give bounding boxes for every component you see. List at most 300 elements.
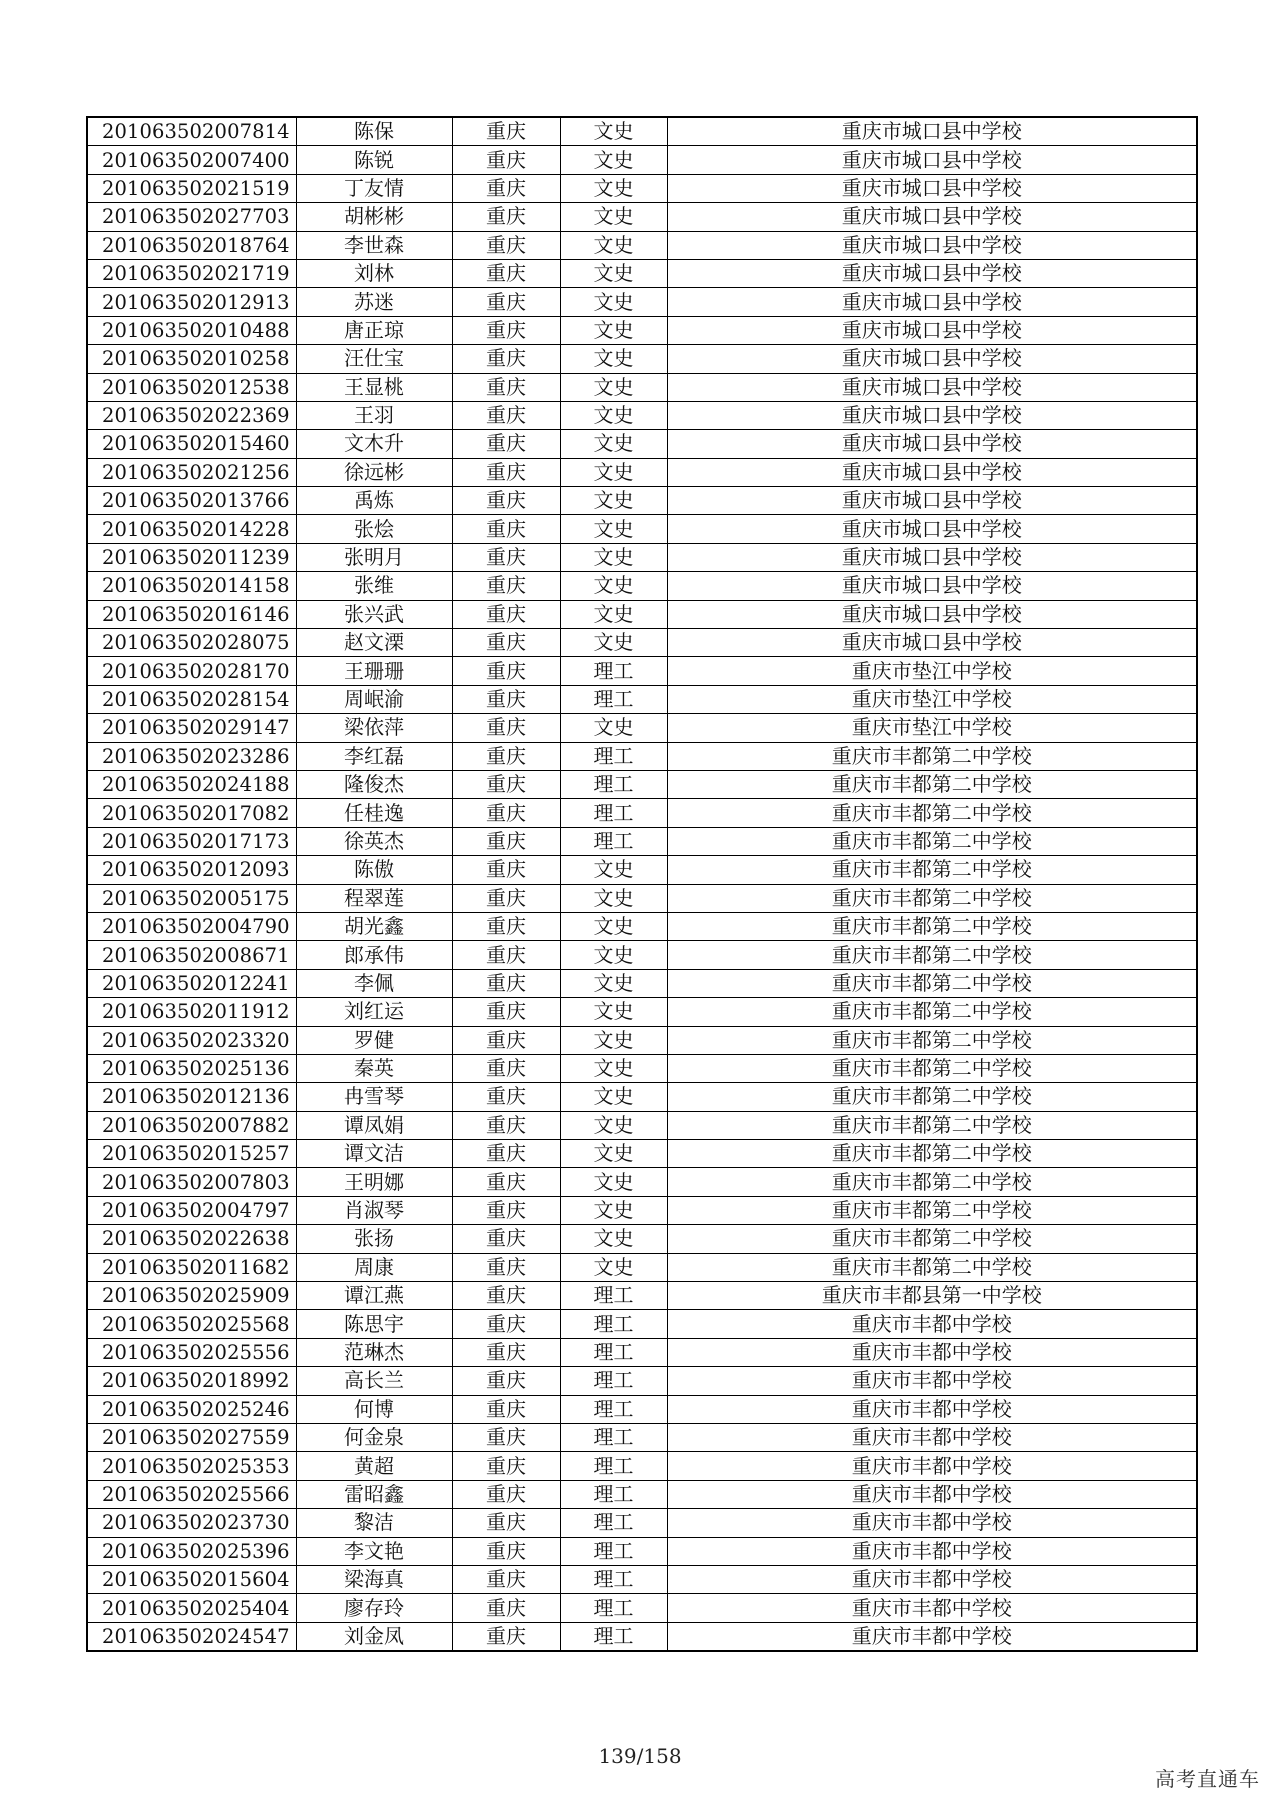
student-id-cell: 201063502015257 [87, 1140, 296, 1168]
student-name-cell: 徐远彬 [296, 458, 452, 486]
category-cell: 文史 [560, 288, 667, 316]
table-row [87, 174, 1197, 202]
table-row [87, 969, 1197, 997]
category-cell: 理工 [560, 1480, 667, 1508]
student-name-cell: 张维 [296, 572, 452, 600]
table-row [87, 1594, 1197, 1622]
school-cell: 重庆市丰都第二中学校 [667, 969, 1197, 997]
region-cell: 重庆 [452, 1225, 560, 1253]
category-cell: 理工 [560, 685, 667, 713]
region-cell: 重庆 [452, 799, 560, 827]
category-cell: 文史 [560, 146, 667, 174]
table-row [87, 742, 1197, 770]
student-id-cell: 201063502004790 [87, 912, 296, 940]
region-cell: 重庆 [452, 714, 560, 742]
school-cell: 重庆市城口县中学校 [667, 543, 1197, 571]
student-name-cell: 陈思宇 [296, 1310, 452, 1338]
category-cell: 文史 [560, 316, 667, 344]
student-id-cell: 201063502021719 [87, 259, 296, 287]
student-name-cell: 梁海真 [296, 1565, 452, 1593]
school-cell: 重庆市丰都中学校 [667, 1509, 1197, 1537]
student-name-cell: 王显桃 [296, 373, 452, 401]
school-cell: 重庆市丰都第二中学校 [667, 1111, 1197, 1139]
table-row [87, 856, 1197, 884]
school-cell: 重庆市丰都第二中学校 [667, 1140, 1197, 1168]
school-cell: 重庆市城口县中学校 [667, 174, 1197, 202]
student-id-cell: 201063502029147 [87, 714, 296, 742]
table-row [87, 1367, 1197, 1395]
table-row [87, 203, 1197, 231]
category-cell: 理工 [560, 1622, 667, 1651]
student-id-cell: 201063502021256 [87, 458, 296, 486]
category-cell: 文史 [560, 1083, 667, 1111]
table-row [87, 572, 1197, 600]
table-row [87, 685, 1197, 713]
school-cell: 重庆市城口县中学校 [667, 629, 1197, 657]
student-id-cell: 201063502025909 [87, 1282, 296, 1310]
student-id-cell: 201063502012136 [87, 1083, 296, 1111]
region-cell: 重庆 [452, 1253, 560, 1281]
region-cell: 重庆 [452, 1054, 560, 1082]
table-row [87, 657, 1197, 685]
table-row [87, 1054, 1197, 1082]
student-name-cell: 程翠莲 [296, 884, 452, 912]
school-cell: 重庆市丰都第二中学校 [667, 742, 1197, 770]
table-row [87, 1452, 1197, 1480]
student-id-cell: 201063502011239 [87, 543, 296, 571]
category-cell: 文史 [560, 430, 667, 458]
region-cell: 重庆 [452, 543, 560, 571]
region-cell: 重庆 [452, 1594, 560, 1622]
school-cell: 重庆市丰都中学校 [667, 1338, 1197, 1366]
table-row [87, 1480, 1197, 1508]
school-cell: 重庆市城口县中学校 [667, 572, 1197, 600]
category-cell: 文史 [560, 572, 667, 600]
category-cell: 理工 [560, 799, 667, 827]
student-id-cell: 201063502007882 [87, 1111, 296, 1139]
category-cell: 文史 [560, 515, 667, 543]
school-cell: 重庆市丰都县第一中学校 [667, 1282, 1197, 1310]
school-cell: 重庆市丰都中学校 [667, 1537, 1197, 1565]
school-cell: 重庆市丰都第二中学校 [667, 827, 1197, 855]
school-cell: 重庆市丰都第二中学校 [667, 856, 1197, 884]
category-cell: 理工 [560, 1282, 667, 1310]
category-cell: 文史 [560, 600, 667, 628]
student-name-cell: 刘红运 [296, 998, 452, 1026]
school-cell: 重庆市城口县中学校 [667, 487, 1197, 515]
student-name-cell: 文木升 [296, 430, 452, 458]
category-cell: 文史 [560, 458, 667, 486]
category-cell: 文史 [560, 1253, 667, 1281]
student-name-cell: 张扬 [296, 1225, 452, 1253]
table-row [87, 1537, 1197, 1565]
category-cell: 文史 [560, 1054, 667, 1082]
category-cell: 理工 [560, 742, 667, 770]
region-cell: 重庆 [452, 884, 560, 912]
school-cell: 重庆市城口县中学校 [667, 146, 1197, 174]
table-row [87, 1168, 1197, 1196]
student-name-cell: 任桂逸 [296, 799, 452, 827]
student-id-cell: 201063502010488 [87, 316, 296, 344]
table-row [87, 401, 1197, 429]
table-row [87, 430, 1197, 458]
school-cell: 重庆市丰都中学校 [667, 1622, 1197, 1651]
student-id-cell: 201063502023320 [87, 1026, 296, 1054]
table-row [87, 231, 1197, 259]
region-cell: 重庆 [452, 1395, 560, 1423]
student-name-cell: 胡光鑫 [296, 912, 452, 940]
school-cell: 重庆市丰都中学校 [667, 1310, 1197, 1338]
student-id-cell: 201063502004797 [87, 1196, 296, 1224]
category-cell: 文史 [560, 884, 667, 912]
table-row [87, 117, 1197, 146]
table-row [87, 345, 1197, 373]
region-cell: 重庆 [452, 1026, 560, 1054]
student-name-cell: 秦英 [296, 1054, 452, 1082]
student-id-cell: 201063502016146 [87, 600, 296, 628]
school-cell: 重庆市城口县中学校 [667, 231, 1197, 259]
student-name-cell: 郎承伟 [296, 941, 452, 969]
school-cell: 重庆市垫江中学校 [667, 685, 1197, 713]
region-cell: 重庆 [452, 629, 560, 657]
student-id-cell: 201063502023286 [87, 742, 296, 770]
region-cell: 重庆 [452, 259, 560, 287]
school-cell: 重庆市丰都第二中学校 [667, 1054, 1197, 1082]
student-id-cell: 201063502015604 [87, 1565, 296, 1593]
table-row [87, 827, 1197, 855]
student-name-cell: 张烩 [296, 515, 452, 543]
student-id-cell: 201063502022369 [87, 401, 296, 429]
school-cell: 重庆市城口县中学校 [667, 458, 1197, 486]
student-name-cell: 陈傲 [296, 856, 452, 884]
school-cell: 重庆市城口县中学校 [667, 401, 1197, 429]
category-cell: 理工 [560, 1565, 667, 1593]
category-cell: 文史 [560, 203, 667, 231]
student-name-cell: 陈锐 [296, 146, 452, 174]
region-cell: 重庆 [452, 742, 560, 770]
student-name-cell: 何博 [296, 1395, 452, 1423]
roster-table [86, 116, 1198, 1652]
category-cell: 理工 [560, 1423, 667, 1451]
region-cell: 重庆 [452, 685, 560, 713]
student-id-cell: 201063502025246 [87, 1395, 296, 1423]
region-cell: 重庆 [452, 458, 560, 486]
school-cell: 重庆市丰都第二中学校 [667, 998, 1197, 1026]
table-row [87, 1111, 1197, 1139]
category-cell: 文史 [560, 941, 667, 969]
table-row [87, 941, 1197, 969]
student-name-cell: 胡彬彬 [296, 203, 452, 231]
student-name-cell: 梁依萍 [296, 714, 452, 742]
student-name-cell: 刘金凤 [296, 1622, 452, 1651]
roster-body [87, 117, 1197, 1651]
school-cell: 重庆市丰都第二中学校 [667, 770, 1197, 798]
region-cell: 重庆 [452, 657, 560, 685]
school-cell: 重庆市丰都第二中学校 [667, 1026, 1197, 1054]
school-cell: 重庆市城口县中学校 [667, 288, 1197, 316]
category-cell: 文史 [560, 1196, 667, 1224]
student-name-cell: 王明娜 [296, 1168, 452, 1196]
school-cell: 重庆市城口县中学校 [667, 117, 1197, 146]
region-cell: 重庆 [452, 316, 560, 344]
region-cell: 重庆 [452, 912, 560, 940]
region-cell: 重庆 [452, 487, 560, 515]
category-cell: 文史 [560, 1225, 667, 1253]
table-row [87, 1509, 1197, 1537]
student-id-cell: 201063502021519 [87, 174, 296, 202]
table-row [87, 600, 1197, 628]
table-row [87, 884, 1197, 912]
region-cell: 重庆 [452, 373, 560, 401]
school-cell: 重庆市城口县中学校 [667, 600, 1197, 628]
student-id-cell: 201063502025136 [87, 1054, 296, 1082]
table-row [87, 770, 1197, 798]
category-cell: 理工 [560, 1338, 667, 1366]
student-name-cell: 陈保 [296, 117, 452, 146]
region-cell: 重庆 [452, 401, 560, 429]
table-row [87, 259, 1197, 287]
table-row [87, 373, 1197, 401]
region-cell: 重庆 [452, 998, 560, 1026]
category-cell: 文史 [560, 345, 667, 373]
category-cell: 理工 [560, 770, 667, 798]
category-cell: 文史 [560, 912, 667, 940]
region-cell: 重庆 [452, 1509, 560, 1537]
student-name-cell: 禹炼 [296, 487, 452, 515]
table-row [87, 714, 1197, 742]
student-name-cell: 赵文溧 [296, 629, 452, 657]
student-id-cell: 201063502011912 [87, 998, 296, 1026]
category-cell: 文史 [560, 174, 667, 202]
region-cell: 重庆 [452, 1565, 560, 1593]
student-id-cell: 201063502015460 [87, 430, 296, 458]
school-cell: 重庆市城口县中学校 [667, 373, 1197, 401]
region-cell: 重庆 [452, 1083, 560, 1111]
table-row [87, 458, 1197, 486]
student-name-cell: 王珊珊 [296, 657, 452, 685]
student-name-cell: 李文艳 [296, 1537, 452, 1565]
category-cell: 文史 [560, 1111, 667, 1139]
table-row [87, 487, 1197, 515]
student-id-cell: 201063502025404 [87, 1594, 296, 1622]
region-cell: 重庆 [452, 1338, 560, 1366]
school-cell: 重庆市丰都第二中学校 [667, 941, 1197, 969]
student-name-cell: 王羽 [296, 401, 452, 429]
student-id-cell: 201063502023730 [87, 1509, 296, 1537]
table-row [87, 1395, 1197, 1423]
category-cell: 文史 [560, 969, 667, 997]
category-cell: 理工 [560, 1594, 667, 1622]
student-id-cell: 201063502028170 [87, 657, 296, 685]
category-cell: 文史 [560, 373, 667, 401]
table-row [87, 1026, 1197, 1054]
region-cell: 重庆 [452, 770, 560, 798]
category-cell: 文史 [560, 714, 667, 742]
school-cell: 重庆市城口县中学校 [667, 316, 1197, 344]
table-row [87, 1253, 1197, 1281]
category-cell: 理工 [560, 827, 667, 855]
student-id-cell: 201063502028075 [87, 629, 296, 657]
student-id-cell: 201063502010258 [87, 345, 296, 373]
student-name-cell: 冉雪琴 [296, 1083, 452, 1111]
region-cell: 重庆 [452, 203, 560, 231]
student-name-cell: 张明月 [296, 543, 452, 571]
student-name-cell: 徐英杰 [296, 827, 452, 855]
table-row [87, 1423, 1197, 1451]
category-cell: 文史 [560, 998, 667, 1026]
region-cell: 重庆 [452, 572, 560, 600]
student-id-cell: 201063502007803 [87, 1168, 296, 1196]
student-id-cell: 201063502012913 [87, 288, 296, 316]
region-cell: 重庆 [452, 1480, 560, 1508]
student-name-cell: 何金泉 [296, 1423, 452, 1451]
student-name-cell: 雷昭鑫 [296, 1480, 452, 1508]
category-cell: 理工 [560, 1537, 667, 1565]
school-cell: 重庆市丰都第二中学校 [667, 1225, 1197, 1253]
student-id-cell: 201063502025566 [87, 1480, 296, 1508]
student-name-cell: 谭江燕 [296, 1282, 452, 1310]
table-row [87, 146, 1197, 174]
region-cell: 重庆 [452, 1310, 560, 1338]
table-row [87, 1083, 1197, 1111]
table-row [87, 1622, 1197, 1651]
student-id-cell: 201063502028154 [87, 685, 296, 713]
region-cell: 重庆 [452, 941, 560, 969]
student-id-cell: 201063502014228 [87, 515, 296, 543]
student-name-cell: 丁友情 [296, 174, 452, 202]
table-row [87, 316, 1197, 344]
student-id-cell: 201063502017173 [87, 827, 296, 855]
student-id-cell: 201063502012093 [87, 856, 296, 884]
school-cell: 重庆市丰都第二中学校 [667, 1168, 1197, 1196]
student-id-cell: 201063502013766 [87, 487, 296, 515]
student-name-cell: 谭凤娟 [296, 1111, 452, 1139]
page-number: 139/158 [598, 1744, 682, 1768]
table-row [87, 288, 1197, 316]
school-cell: 重庆市丰都中学校 [667, 1423, 1197, 1451]
student-id-cell: 201063502007814 [87, 117, 296, 146]
school-cell: 重庆市丰都第二中学校 [667, 799, 1197, 827]
student-name-cell: 唐正琼 [296, 316, 452, 344]
table-row [87, 1310, 1197, 1338]
school-cell: 重庆市丰都中学校 [667, 1565, 1197, 1593]
category-cell: 文史 [560, 231, 667, 259]
student-name-cell: 范琳杰 [296, 1338, 452, 1366]
student-id-cell: 201063502012538 [87, 373, 296, 401]
student-name-cell: 谭文洁 [296, 1140, 452, 1168]
student-name-cell: 黎洁 [296, 1509, 452, 1537]
student-id-cell: 201063502025396 [87, 1537, 296, 1565]
school-cell: 重庆市丰都第二中学校 [667, 1196, 1197, 1224]
region-cell: 重庆 [452, 1537, 560, 1565]
category-cell: 文史 [560, 629, 667, 657]
student-id-cell: 201063502012241 [87, 969, 296, 997]
table-row [87, 799, 1197, 827]
region-cell: 重庆 [452, 1367, 560, 1395]
region-cell: 重庆 [452, 969, 560, 997]
table-row [87, 515, 1197, 543]
region-cell: 重庆 [452, 1622, 560, 1651]
school-cell: 重庆市垫江中学校 [667, 657, 1197, 685]
region-cell: 重庆 [452, 174, 560, 202]
category-cell: 理工 [560, 1395, 667, 1423]
region-cell: 重庆 [452, 515, 560, 543]
school-cell: 重庆市城口县中学校 [667, 203, 1197, 231]
category-cell: 理工 [560, 657, 667, 685]
student-id-cell: 201063502024547 [87, 1622, 296, 1651]
student-id-cell: 201063502011682 [87, 1253, 296, 1281]
student-id-cell: 201063502008671 [87, 941, 296, 969]
student-name-cell: 周康 [296, 1253, 452, 1281]
region-cell: 重庆 [452, 117, 560, 146]
school-cell: 重庆市丰都第二中学校 [667, 912, 1197, 940]
category-cell: 文史 [560, 1168, 667, 1196]
school-cell: 重庆市城口县中学校 [667, 515, 1197, 543]
category-cell: 文史 [560, 117, 667, 146]
table-row [87, 998, 1197, 1026]
student-id-cell: 201063502014158 [87, 572, 296, 600]
category-cell: 理工 [560, 1452, 667, 1480]
student-id-cell: 201063502018992 [87, 1367, 296, 1395]
table-row [87, 1338, 1197, 1366]
category-cell: 文史 [560, 259, 667, 287]
student-id-cell: 201063502005175 [87, 884, 296, 912]
table-row [87, 912, 1197, 940]
student-id-cell: 201063502027559 [87, 1423, 296, 1451]
school-cell: 重庆市丰都中学校 [667, 1367, 1197, 1395]
school-cell: 重庆市城口县中学校 [667, 430, 1197, 458]
region-cell: 重庆 [452, 345, 560, 373]
region-cell: 重庆 [452, 146, 560, 174]
table-row [87, 1565, 1197, 1593]
student-name-cell: 廖存玲 [296, 1594, 452, 1622]
student-name-cell: 汪仕宝 [296, 345, 452, 373]
student-name-cell: 隆俊杰 [296, 770, 452, 798]
region-cell: 重庆 [452, 1111, 560, 1139]
student-name-cell: 张兴武 [296, 600, 452, 628]
student-id-cell: 201063502027703 [87, 203, 296, 231]
student-name-cell: 李红磊 [296, 742, 452, 770]
category-cell: 文史 [560, 401, 667, 429]
student-name-cell: 高长兰 [296, 1367, 452, 1395]
category-cell: 文史 [560, 1140, 667, 1168]
category-cell: 文史 [560, 543, 667, 571]
table-row [87, 1140, 1197, 1168]
school-cell: 重庆市城口县中学校 [667, 259, 1197, 287]
category-cell: 文史 [560, 487, 667, 515]
category-cell: 文史 [560, 856, 667, 884]
school-cell: 重庆市丰都第二中学校 [667, 884, 1197, 912]
region-cell: 重庆 [452, 1196, 560, 1224]
student-id-cell: 201063502018764 [87, 231, 296, 259]
category-cell: 理工 [560, 1310, 667, 1338]
region-cell: 重庆 [452, 1423, 560, 1451]
student-id-cell: 201063502022638 [87, 1225, 296, 1253]
region-cell: 重庆 [452, 1168, 560, 1196]
table-row [87, 1196, 1197, 1224]
school-cell: 重庆市丰都中学校 [667, 1594, 1197, 1622]
school-cell: 重庆市丰都中学校 [667, 1395, 1197, 1423]
table-row [87, 1225, 1197, 1253]
school-cell: 重庆市丰都中学校 [667, 1480, 1197, 1508]
student-id-cell: 201063502025568 [87, 1310, 296, 1338]
student-name-cell: 周岷渝 [296, 685, 452, 713]
student-name-cell: 罗健 [296, 1026, 452, 1054]
region-cell: 重庆 [452, 288, 560, 316]
student-name-cell: 李佩 [296, 969, 452, 997]
school-cell: 重庆市丰都第二中学校 [667, 1083, 1197, 1111]
region-cell: 重庆 [452, 827, 560, 855]
